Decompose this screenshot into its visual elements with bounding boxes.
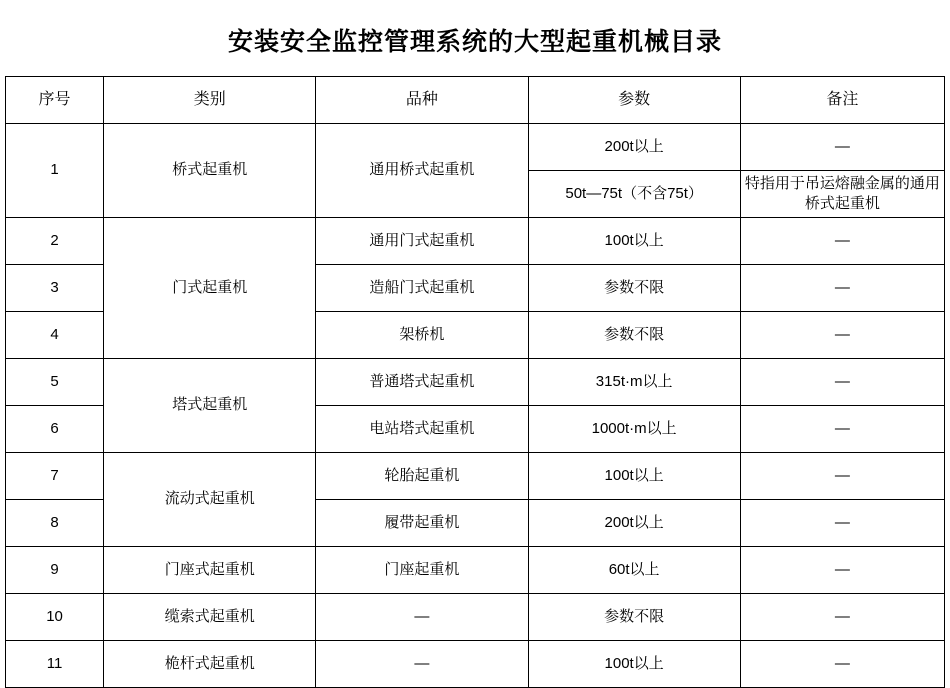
table-row (6, 359, 945, 406)
column-header-no: 序号 (6, 77, 104, 124)
cell-kind: — (316, 641, 528, 688)
table-row (6, 547, 945, 594)
cell-no: 7 (6, 453, 104, 500)
cell-param: 1000t·m以上 (528, 406, 740, 453)
cell-kind: 造船门式起重机 (316, 265, 528, 312)
cell-note: — (740, 124, 944, 171)
cell-kind: 通用桥式起重机 (316, 124, 528, 218)
cell-category: 桥式起重机 (104, 124, 316, 218)
cell-no: 3 (6, 265, 104, 312)
cell-category: 流动式起重机 (104, 453, 316, 547)
crane-catalog-table (5, 76, 945, 688)
cell-no: 4 (6, 312, 104, 359)
cell-kind: 通用门式起重机 (316, 218, 528, 265)
cell-no: 5 (6, 359, 104, 406)
cell-param: 60t以上 (528, 547, 740, 594)
table-row (6, 124, 945, 171)
table-row (6, 453, 945, 500)
cell-param: 参数不限 (528, 312, 740, 359)
cell-note: — (740, 500, 944, 547)
cell-note: — (740, 359, 944, 406)
table-header-row (6, 77, 945, 124)
cell-note: 特指用于吊运熔融金属的通用桥式起重机 (740, 171, 944, 218)
cell-category: 门座式起重机 (104, 547, 316, 594)
cell-category: 桅杆式起重机 (104, 641, 316, 688)
cell-note: — (740, 406, 944, 453)
cell-note: — (740, 453, 944, 500)
column-header-kind: 品种 (316, 77, 528, 124)
cell-category: 缆索式起重机 (104, 594, 316, 641)
cell-category: 塔式起重机 (104, 359, 316, 453)
cell-param: 100t以上 (528, 453, 740, 500)
cell-no: 8 (6, 500, 104, 547)
cell-note: — (740, 641, 944, 688)
cell-kind: 门座起重机 (316, 547, 528, 594)
cell-note: — (740, 265, 944, 312)
column-header-note: 备注 (740, 77, 944, 124)
cell-kind: 架桥机 (316, 312, 528, 359)
cell-kind: 普通塔式起重机 (316, 359, 528, 406)
cell-category: 门式起重机 (104, 218, 316, 359)
cell-param: 参数不限 (528, 594, 740, 641)
table-row (6, 594, 945, 641)
cell-kind: 轮胎起重机 (316, 453, 528, 500)
cell-note: — (740, 312, 944, 359)
cell-no: 2 (6, 218, 104, 265)
page-title: 安装安全监控管理系统的大型起重机械目录 (227, 27, 722, 56)
cell-no: 9 (6, 547, 104, 594)
cell-note: — (740, 547, 944, 594)
cell-kind: 履带起重机 (316, 500, 528, 547)
cell-param: 100t以上 (528, 218, 740, 265)
table-row (6, 641, 945, 688)
cell-no: 1 (6, 124, 104, 218)
cell-param: 200t以上 (528, 500, 740, 547)
cell-no: 10 (6, 594, 104, 641)
cell-note: — (740, 594, 944, 641)
cell-param: 参数不限 (528, 265, 740, 312)
cell-param: 200t以上 (528, 124, 740, 171)
cell-kind: 电站塔式起重机 (316, 406, 528, 453)
cell-no: 6 (6, 406, 104, 453)
cell-kind: — (316, 594, 528, 641)
cell-param: 50t—75t（不含75t） (528, 171, 740, 218)
column-header-category: 类别 (104, 77, 316, 124)
cell-param: 100t以上 (528, 641, 740, 688)
cell-param: 315t·m以上 (528, 359, 740, 406)
cell-no: 11 (6, 641, 104, 688)
column-header-param: 参数 (528, 77, 740, 124)
table-row (6, 218, 945, 265)
cell-note: — (740, 218, 944, 265)
